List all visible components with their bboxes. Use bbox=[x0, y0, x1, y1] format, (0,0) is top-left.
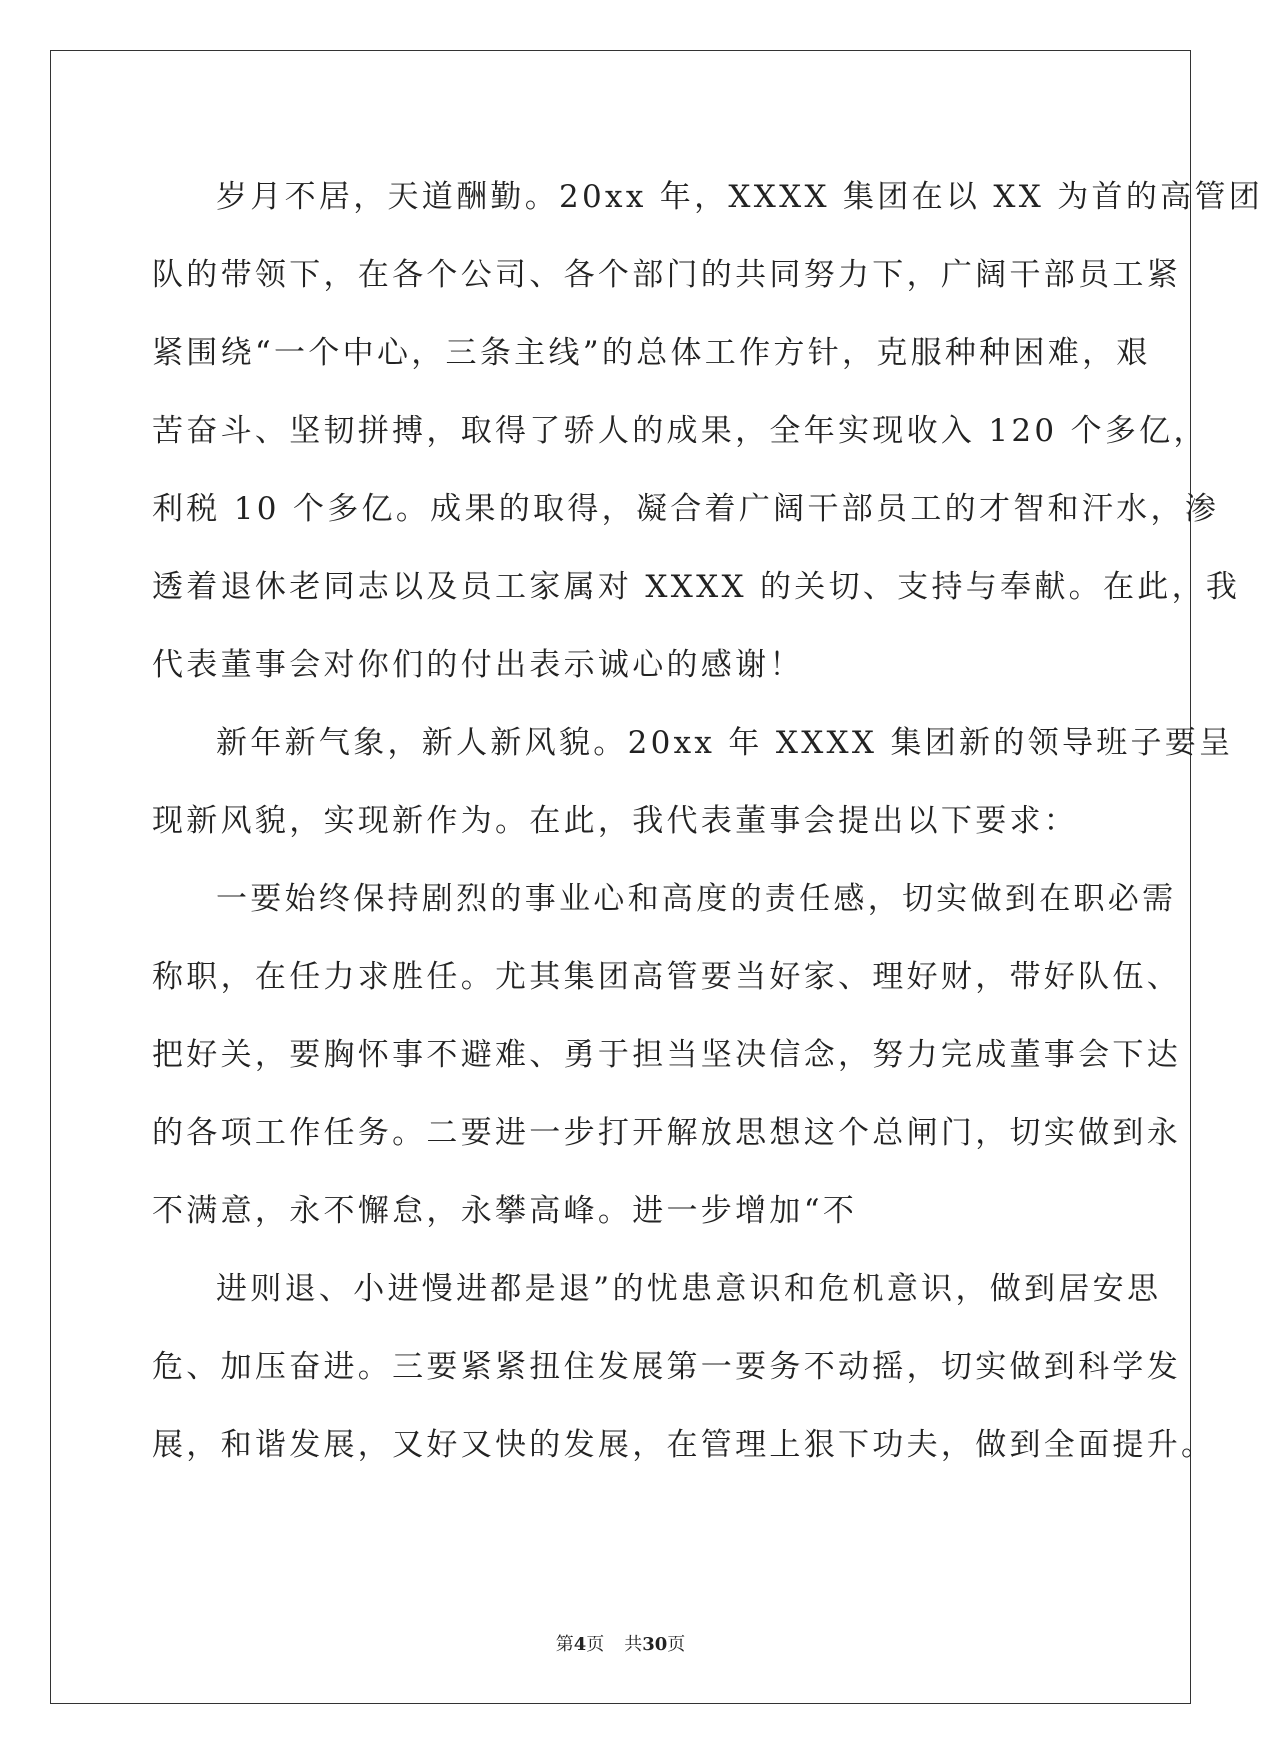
text-line-2: 队的带领下，在各个公司、各个部门的共同努力下，广阔干部员工紧 bbox=[152, 257, 1181, 293]
text-line-7: 代表董事会对你们的付出表示诚心的感谢！ bbox=[152, 647, 804, 683]
text-line-6: 透着退休老同志以及员工家属对 XXXX 的关切、支持与奉献。在此，我 bbox=[152, 569, 1241, 605]
page-footer bbox=[0, 1630, 1241, 1656]
text-line-14: 不满意，永不懈怠，永攀高峰。进一步增加“不 bbox=[152, 1193, 858, 1229]
text-line-4: 苦奋斗、坚韧拼搏，取得了骄人的成果，全年实现收入 120 个多亿， bbox=[152, 413, 1208, 449]
text-line-15: 进则退、小进慢进都是退”的忧患意识和危机意识，做到居安思 bbox=[216, 1271, 1162, 1307]
total-suffix: 页 bbox=[667, 1634, 686, 1655]
total-prefix: 共 bbox=[624, 1634, 643, 1655]
text-line-13: 的各项工作任务。二要进一步打开解放思想这个总闸门，切实做到永 bbox=[152, 1115, 1181, 1151]
text-line-8: 新年新气象，新人新风貌。20xx 年 XXXX 集团新的领导班子要呈 bbox=[216, 725, 1234, 761]
page-number: 4 bbox=[573, 1634, 587, 1655]
text-line-1: 岁月不居，天道酬勤。20xx 年，XXXX 集团在以 XX 为首的高管团 bbox=[216, 179, 1263, 215]
text-line-9: 现新风貌，实现新作为。在此，我代表董事会提出以下要求： bbox=[152, 803, 1079, 839]
text-line-5: 利税 10 个多亿。成果的取得，凝合着广阔干部员工的才智和汗水，渗 bbox=[152, 491, 1220, 527]
text-line-10: 一要始终保持剧烈的事业心和高度的责任感，切实做到在职必需 bbox=[216, 881, 1177, 917]
page-suffix: 页 bbox=[586, 1634, 605, 1655]
document-body bbox=[152, 158, 1263, 1484]
text-line-16: 危、加压奋进。三要紧紧扭住发展第一要务不动摇，切实做到科学发 bbox=[152, 1349, 1181, 1385]
text-line-11: 称职，在任力求胜任。尤其集团高管要当好家、理好财，带好队伍、 bbox=[152, 959, 1181, 995]
text-line-17: 展，和谐发展，又好又快的发展，在管理上狠下功夫，做到全面提升。 bbox=[152, 1427, 1216, 1463]
page-prefix: 第 bbox=[555, 1634, 574, 1655]
text-line-12: 把好关，要胸怀事不避难、勇于担当坚决信念，努力完成董事会下达 bbox=[152, 1037, 1181, 1073]
total-pages: 30 bbox=[642, 1634, 668, 1655]
text-line-3: 紧围绕“一个中心，三条主线”的总体工作方针，克服种种困难，艰 bbox=[152, 335, 1151, 371]
